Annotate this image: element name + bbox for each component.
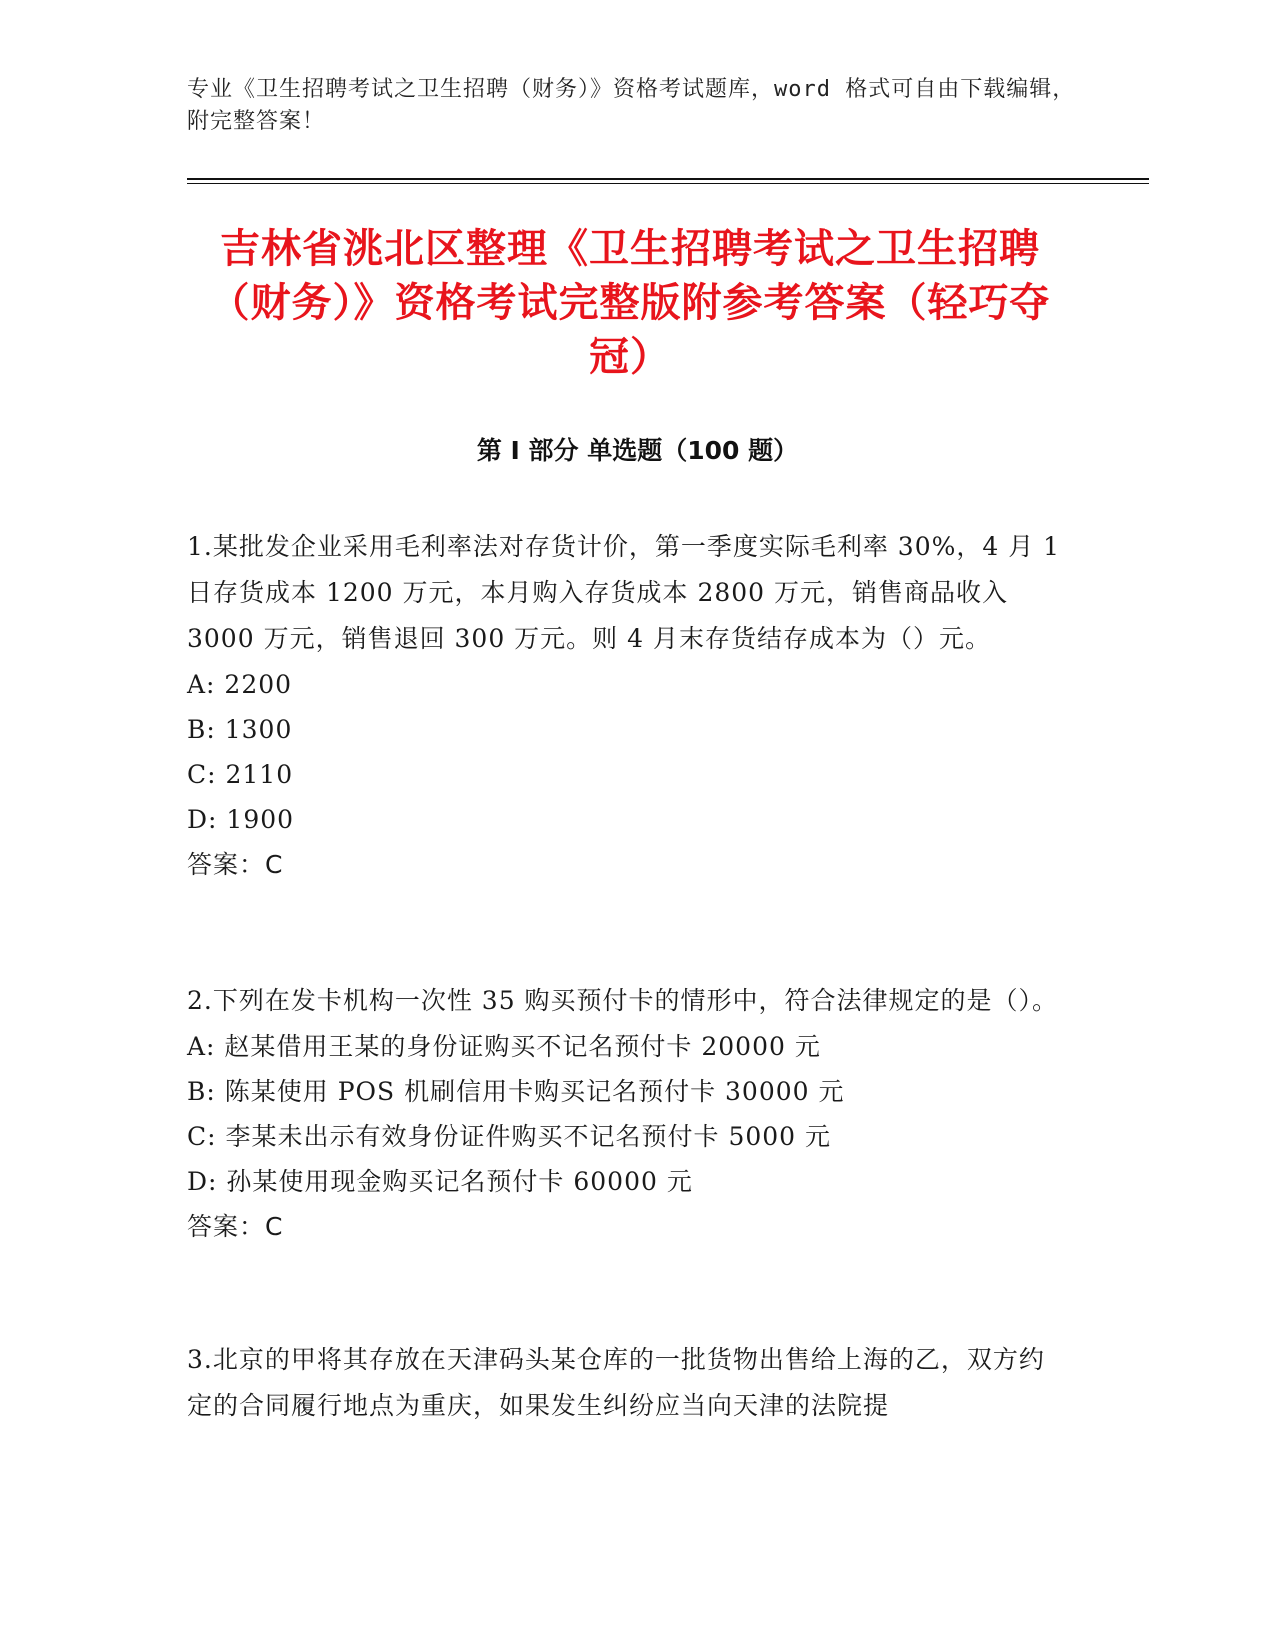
header-divider-thin xyxy=(187,183,1149,184)
option-a: A: 赵某借用王某的身份证购买不记名预付卡 20000 元 xyxy=(187,1032,821,1061)
option-d: D: 1900 xyxy=(187,805,295,834)
document-title: 吉林省洮北区整理《卫生招聘考试之卫生招聘（财务）》资格考试完整版附参考答案（轻巧夺冠） xyxy=(209,226,1051,380)
question-1 xyxy=(187,524,1067,888)
option-b: B: 陈某使用 POS 机刷信用卡购买记名预付卡 30000 元 xyxy=(187,1077,845,1106)
question-stem: 2.下列在发卡机构一次性 35 购买预付卡的情形中，符合法律规定的是（）。 xyxy=(187,986,1059,1015)
option-d: D: 孙某使用现金购买记名预付卡 60000 元 xyxy=(187,1167,693,1196)
option-c: C: 李某未出示有效身份证件购买不记名预付卡 5000 元 xyxy=(187,1122,832,1151)
header-note: 专业《卫生招聘考试之卫生招聘（财务）》资格考试题库，word 格式可自由下载编辑，附完整答案！ xyxy=(187,77,1076,134)
question-stem: 1.某批发企业采用毛利率法对存货计价，第一季度实际毛利率 30%，4 月 1 日存货成本 1200 万元，本月购入存货成本 2800 万元，销售商品收入 3000 万元，销售退回 300 万元。则 4 月末存货结存成本为（）元。 xyxy=(187,532,1061,653)
header-divider-thick xyxy=(187,178,1149,180)
answer: 答案：C xyxy=(187,850,284,879)
section-heading: 第 I 部分 单选题（100 题） xyxy=(476,436,799,465)
question-3 xyxy=(187,1337,1067,1429)
option-b: B: 1300 xyxy=(187,715,293,744)
question-stem: 3.北京的甲将其存放在天津码头某仓库的一批货物出售给上海的乙，双方约定的合同履行地点为重庆，如果发生纠纷应当向天津的法院提 xyxy=(187,1345,1045,1420)
option-a: A: 2200 xyxy=(187,670,293,699)
option-c: C: 2110 xyxy=(187,760,294,789)
answer: 答案：C xyxy=(187,1212,284,1241)
question-2 xyxy=(187,978,1067,1250)
